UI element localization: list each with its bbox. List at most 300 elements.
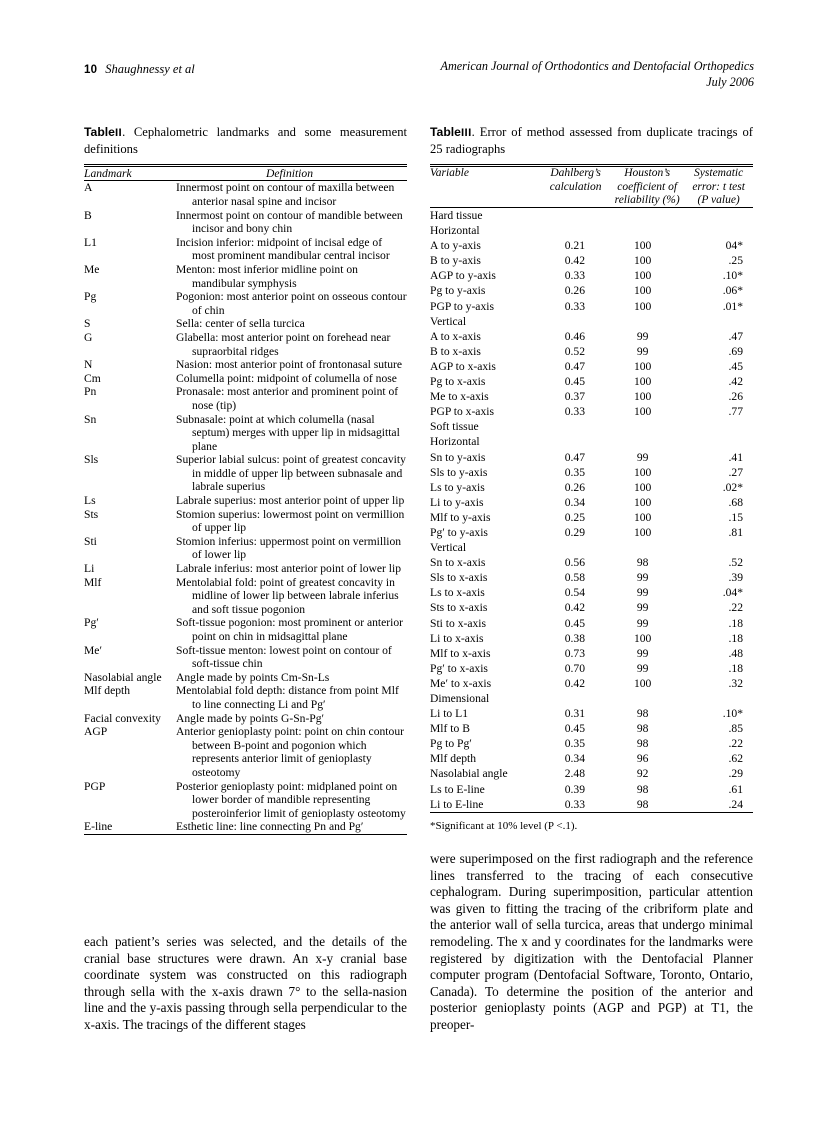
table-3-col-houston-l3: reliability (%) <box>614 193 680 206</box>
journal-title: American Journal of Orthodontics and Dentofacial Orthopedics <box>440 59 754 73</box>
table-row <box>84 616 407 643</box>
table-2-caption-text: . Cephalometric landmarks and some measurement definitions <box>84 125 407 157</box>
landmark-cell: Me <box>84 262 100 276</box>
table-row <box>430 419 753 434</box>
table-row <box>84 494 407 508</box>
variable-cell: Li to E-line <box>430 797 484 811</box>
systematic-error-cell: .01* <box>722 299 743 313</box>
definition-cell <box>176 317 407 331</box>
definition-text: Posterior genioplasty point: midplaned point on lower border of mandible representing posteroinferior limit of genioplasty osteotomy <box>176 779 406 820</box>
houston-cell: 99 <box>636 571 649 585</box>
systematic-error-cell: .18 <box>728 661 743 675</box>
definition-text: Subnasale: point at which columella (nasal septum) merges with upper lip in midsagittal plane <box>176 412 400 453</box>
table-3-footnote-text: *Significant at 10% level (P <.1). <box>430 819 578 832</box>
definition-text: Columella point: midpoint of columella of nose <box>176 371 397 385</box>
definition-cell <box>176 616 407 643</box>
variable-cell: A to y-axis <box>430 239 481 253</box>
houston-cell: 100 <box>633 525 652 539</box>
table-row <box>84 290 407 317</box>
table-row <box>84 413 407 454</box>
definition-text: Menton: most inferior midline point on mandibular symphysis <box>176 262 358 290</box>
definition-text: Angle made by points G-Sn-Pg′ <box>176 711 325 725</box>
table-row <box>430 374 753 389</box>
dahlberg-cell: 0.70 <box>564 661 586 675</box>
houston-cell: 98 <box>636 707 649 721</box>
houston-cell: 96 <box>636 752 649 766</box>
houston-cell <box>607 434 677 449</box>
table-2 <box>84 167 407 180</box>
systematic-error-cell: .02* <box>722 480 743 494</box>
definition-text: Stomion inferius: uppermost point on vermillion of lower lip <box>176 534 402 562</box>
definition-text: Labrale inferius: most anterior point of lower lip <box>176 562 402 576</box>
systematic-error-cell: .62 <box>728 752 743 766</box>
houston-cell: 92 <box>636 767 649 781</box>
paragraph-right: were superimposed on the first radiograph and the reference lines transferred to the tracing of each consecutive cephalogram. During superimposition, particular attention was given to fitting the tracing of the cribriform plate and the anterior wall of sella turcica, areas that undergo minimal remodeling. The x and y coordinates for the landmarks were registered by digitization with the Dentofacial Planner computer program (Dentofacial Software, Toronto, Ontario, Canada). To determine the position of the anterior and posterior genioplasty points (AGP and PGP) at T1, the preoper- <box>430 851 753 1032</box>
systematic-error-cell: .77 <box>728 405 743 419</box>
variable-cell: Mlf depth <box>430 752 477 766</box>
dahlberg-cell: 0.45 <box>564 722 586 736</box>
dahlberg-cell: 0.42 <box>564 601 586 615</box>
systematic-error-cell <box>678 434 753 449</box>
variable-cell: B to x-axis <box>430 344 481 358</box>
table-row <box>430 450 753 465</box>
landmark-cell: AGP <box>84 725 108 739</box>
table-row <box>84 712 407 726</box>
houston-cell: 100 <box>633 284 652 298</box>
systematic-error-cell: .22 <box>728 737 743 751</box>
dahlberg-cell: 0.34 <box>564 752 586 766</box>
houston-cell: 100 <box>633 676 652 690</box>
houston-cell: 100 <box>633 465 652 479</box>
variable-cell: Pg to y-axis <box>430 284 486 298</box>
table-row <box>430 585 753 600</box>
houston-cell: 100 <box>633 375 652 389</box>
houston-cell: 100 <box>633 390 652 404</box>
table-row <box>84 263 407 290</box>
landmark-cell: Nasolabial angle <box>84 670 162 684</box>
table-row <box>430 314 753 329</box>
dahlberg-cell: 0.25 <box>564 510 586 524</box>
table-row <box>430 344 753 359</box>
houston-cell <box>607 314 677 329</box>
houston-cell <box>607 208 677 223</box>
table-2-caption <box>84 124 407 158</box>
definition-text: Sella: center of sella turcica <box>176 317 305 331</box>
table-3-col-dahlberg-l2: Dahlberg’s <box>550 167 601 180</box>
dahlberg-cell: 0.73 <box>564 646 586 660</box>
definition-text: Innermost point on contour of maxilla between anterior nasal spine and incisor <box>176 181 395 208</box>
table-row <box>430 389 753 404</box>
dahlberg-cell <box>542 540 607 555</box>
running-head-right <box>441 59 754 90</box>
variable-cell: Me to x-axis <box>430 390 489 404</box>
dahlberg-cell: 0.35 <box>564 465 586 479</box>
table-2-label: Table <box>84 125 115 139</box>
dahlberg-cell <box>542 314 607 329</box>
systematic-error-cell: .42 <box>728 375 743 389</box>
variable-cell: B to y-axis <box>430 254 481 268</box>
dahlberg-cell: 0.47 <box>564 359 586 373</box>
table-row <box>430 782 753 797</box>
paragraph-left: each patient’s series was selected, and the details of the cranial base structures were drawn. An x-y cranial base coordinate system was constructed on this radiograph through sella with the x-axis drawn 7° to the sella-nasion line and the y-axis passing through sella perpendicular to the x-axis. The tracings of the different stages <box>84 934 407 1032</box>
table-row <box>430 268 753 283</box>
systematic-error-cell <box>678 419 753 434</box>
table-row <box>430 797 753 812</box>
table-row <box>430 540 753 555</box>
systematic-error-cell: .25 <box>728 254 743 268</box>
definition-text: Superior labial sulcus: point of greatest concavity in middle of upper lip between subnasale and labrale superius <box>176 453 406 494</box>
systematic-error-cell: .69 <box>728 344 743 358</box>
variable-cell: Sn to x-axis <box>430 556 486 570</box>
dahlberg-cell: 0.33 <box>564 269 586 283</box>
table-row <box>84 453 407 494</box>
table-row <box>84 508 407 535</box>
systematic-error-cell: .29 <box>728 767 743 781</box>
table-row <box>84 372 407 386</box>
table-row <box>84 684 407 711</box>
dahlberg-cell <box>542 419 607 434</box>
issue-date: July 2006 <box>706 74 754 89</box>
table-row <box>430 238 753 253</box>
variable-cell: Sn to y-axis <box>430 450 486 464</box>
houston-cell: 99 <box>636 344 649 358</box>
houston-cell: 98 <box>636 722 649 736</box>
houston-cell: 100 <box>633 631 652 645</box>
dahlberg-cell <box>542 691 607 706</box>
table-3-col-systematic-l1: Systematic <box>694 167 744 180</box>
variable-cell: Li to L1 <box>430 707 468 721</box>
dahlberg-cell <box>542 434 607 449</box>
definition-cell <box>176 562 407 576</box>
variable-cell: Li to y-axis <box>430 495 484 509</box>
houston-cell: 98 <box>636 737 649 751</box>
systematic-error-cell <box>678 208 753 223</box>
dahlberg-cell: 0.31 <box>564 707 586 721</box>
landmark-cell: Sts <box>84 507 99 521</box>
table-2-body <box>84 181 407 834</box>
definition-cell <box>176 494 407 508</box>
landmark-cell: Sti <box>84 534 97 548</box>
definition-cell <box>176 331 407 358</box>
systematic-error-cell: .18 <box>728 631 743 645</box>
landmark-cell: Pn <box>84 385 97 399</box>
dahlberg-cell: 0.42 <box>564 254 586 268</box>
definition-cell <box>176 644 407 671</box>
definition-text: Stomion superius: lowermost point on vermillion of upper lip <box>176 507 405 535</box>
table-row <box>84 331 407 358</box>
definition-cell <box>176 372 407 386</box>
table-row <box>84 780 407 821</box>
systematic-error-cell: .81 <box>728 525 743 539</box>
definition-text: Labrale superius: most anterior point of upper lip <box>176 494 405 508</box>
table-row <box>84 181 407 208</box>
houston-cell: 98 <box>636 797 649 811</box>
table-row <box>430 721 753 736</box>
variable-cell: Sts to x-axis <box>430 601 488 615</box>
systematic-error-cell: .27 <box>728 465 743 479</box>
systematic-error-cell: .06* <box>722 284 743 298</box>
table-2-col-definition: Definition <box>265 167 313 181</box>
variable-cell: A to x-axis <box>430 329 481 343</box>
dahlberg-cell: 0.52 <box>564 344 586 358</box>
definition-cell <box>176 576 407 617</box>
variable-cell: Li to x-axis <box>430 631 484 645</box>
variable-cell: Nasolabial angle <box>430 767 508 781</box>
systematic-error-cell: .48 <box>728 646 743 660</box>
variable-cell: Hard tissue <box>430 209 483 223</box>
table-3-col-houston-l2: coefficient of <box>617 180 678 193</box>
landmark-cell: Sn <box>84 412 97 426</box>
right-column <box>430 124 753 833</box>
definition-text: Pronasale: most anterior and prominent point of nose (tip) <box>176 385 399 412</box>
landmark-cell: Mlf <box>84 575 102 589</box>
definition-cell <box>176 684 407 711</box>
systematic-error-cell: .41 <box>728 450 743 464</box>
systematic-error-cell: .10* <box>722 707 743 721</box>
landmark-cell: N <box>84 358 93 372</box>
body-text-right-column <box>430 851 753 1034</box>
systematic-error-cell: .22 <box>728 601 743 615</box>
table-row <box>430 495 753 510</box>
systematic-error-cell: .39 <box>728 571 743 585</box>
houston-cell: 100 <box>633 405 652 419</box>
table-3-header <box>430 167 753 207</box>
table-3-number: III <box>460 127 472 139</box>
dahlberg-cell <box>542 208 607 223</box>
table-3-col-houston-l1: Houston’s <box>624 167 671 180</box>
table-3-col-houston <box>610 167 684 207</box>
definition-text: Innermost point on contour of mandible between incisor and bony chin <box>176 208 403 236</box>
systematic-error-cell <box>678 540 753 555</box>
definition-cell <box>176 236 407 263</box>
table-row <box>430 434 753 449</box>
systematic-error-cell: 04* <box>725 239 743 253</box>
table-3-col-variable-l3: Variable <box>430 167 469 180</box>
variable-cell: Horizontal <box>430 224 480 238</box>
systematic-error-cell: .47 <box>728 329 743 343</box>
definition-text: Glabella: most anterior point on forehead near supraorbital ridges <box>176 330 391 358</box>
dahlberg-cell: 0.26 <box>564 480 586 494</box>
systematic-error-cell <box>678 314 753 329</box>
table-row <box>430 208 753 223</box>
variable-cell: Ls to x-axis <box>430 586 485 600</box>
systematic-error-cell: .10* <box>722 269 743 283</box>
dahlberg-cell: 0.45 <box>564 375 586 389</box>
landmark-cell: Pg′ <box>84 616 99 630</box>
table-row <box>430 661 753 676</box>
dahlberg-cell: 2.48 <box>564 767 586 781</box>
definition-cell <box>176 780 407 821</box>
table-3-col-variable <box>430 167 541 207</box>
table-row <box>430 404 753 419</box>
table-row <box>430 646 753 661</box>
landmark-cell: S <box>84 317 91 331</box>
houston-cell <box>607 691 677 706</box>
definition-text: Mentolabial fold: point of greatest concavity in midline of lower lip between labrale inferius and soft tissue pogonion <box>176 575 399 616</box>
body-text-left-column <box>84 934 407 1034</box>
variable-cell: Mlf to B <box>430 722 470 736</box>
table-row <box>84 317 407 331</box>
table-3-body <box>430 208 753 812</box>
definition-text: Incision inferior: midpoint of incisal edge of most prominent mandibular central incisor <box>176 235 390 263</box>
table-row <box>430 616 753 631</box>
dahlberg-cell: 0.33 <box>564 299 586 313</box>
table-2-col-landmark: Landmark <box>84 167 132 181</box>
table-row <box>430 223 753 238</box>
houston-cell <box>607 223 677 238</box>
systematic-error-cell: .32 <box>728 676 743 690</box>
table-row <box>84 209 407 236</box>
variable-cell: AGP to y-axis <box>430 269 496 283</box>
houston-cell: 98 <box>636 556 649 570</box>
houston-cell: 98 <box>636 782 649 796</box>
houston-cell: 99 <box>636 329 649 343</box>
definition-cell <box>176 413 407 454</box>
definition-cell <box>176 358 407 372</box>
dahlberg-cell: 0.34 <box>564 495 586 509</box>
table-3-label: Table <box>430 125 461 139</box>
landmark-cell: L1 <box>84 235 97 249</box>
table-2-bottom-rule <box>84 834 407 835</box>
table-3-col-dahlberg-l3: calculation <box>549 180 602 193</box>
variable-cell: Mlf to y-axis <box>430 510 491 524</box>
systematic-error-cell <box>678 223 753 238</box>
systematic-error-cell: .52 <box>728 556 743 570</box>
table-row <box>84 576 407 617</box>
table-row <box>430 751 753 766</box>
definition-text: Angle made by points Cm-Sn-Ls <box>176 670 330 684</box>
running-head-left <box>84 60 195 78</box>
variable-cell: Ls to y-axis <box>430 480 485 494</box>
table-row <box>430 359 753 374</box>
definition-text: Anterior genioplasty point: point on chin contour between B-point and pogonion which represents anterior limit of genioplasty osteotomy <box>176 725 404 779</box>
landmark-cell: Pg <box>84 290 97 304</box>
table-row <box>430 465 753 480</box>
systematic-error-cell: .61 <box>728 782 743 796</box>
definition-cell <box>176 385 407 412</box>
variable-cell: Pg′ to x-axis <box>430 661 488 675</box>
definition-cell <box>176 725 407 779</box>
table-row <box>84 358 407 372</box>
table-3-col-dahlberg <box>541 167 610 207</box>
houston-cell: 100 <box>633 510 652 524</box>
table-3-caption <box>430 124 753 158</box>
houston-cell <box>607 540 677 555</box>
dahlberg-cell: 0.56 <box>564 556 586 570</box>
definition-cell <box>176 453 407 494</box>
variable-cell: Ls to E-line <box>430 782 485 796</box>
table-3-footnote <box>430 813 753 833</box>
table-row <box>84 820 407 834</box>
dahlberg-cell <box>542 223 607 238</box>
running-head-authors: Shaughnessy et al <box>105 62 195 76</box>
table-row <box>430 480 753 495</box>
houston-cell: 100 <box>633 239 652 253</box>
systematic-error-cell: .26 <box>728 390 743 404</box>
table-row <box>84 725 407 779</box>
table-row <box>84 535 407 562</box>
definition-cell <box>176 712 407 726</box>
houston-cell: 100 <box>633 480 652 494</box>
variable-cell: Pg to Pg′ <box>430 737 472 751</box>
houston-cell: 99 <box>636 646 649 660</box>
table-row <box>430 631 753 646</box>
definition-text: Nasion: most anterior point of frontonasal suture <box>176 358 403 372</box>
dahlberg-cell: 0.45 <box>564 616 586 630</box>
definition-text: Soft-tissue pogonion: most prominent or anterior point on chin in midsagittal plane <box>176 616 404 643</box>
table-row <box>430 253 753 268</box>
variable-cell: Mlf to x-axis <box>430 646 491 660</box>
landmark-cell: PGP <box>84 779 106 793</box>
table-3-header-row <box>430 167 753 207</box>
dahlberg-cell: 0.47 <box>564 450 586 464</box>
houston-cell: 99 <box>636 601 649 615</box>
table-3-caption-text: . Error of method assessed from duplicate tracings of 25 radiographs <box>430 125 753 157</box>
table-row <box>430 329 753 344</box>
landmark-cell: A <box>84 181 93 195</box>
variable-cell: Soft tissue <box>430 420 479 434</box>
variable-cell: PGP to y-axis <box>430 299 494 313</box>
dahlberg-cell: 0.38 <box>564 631 586 645</box>
definition-text: Esthetic line: line connecting Pn and Pg′ <box>176 820 364 834</box>
houston-cell: 100 <box>633 495 652 509</box>
houston-cell: 100 <box>633 269 652 283</box>
systematic-error-cell <box>678 691 753 706</box>
landmark-cell: Cm <box>84 371 101 385</box>
table-row <box>430 676 753 691</box>
variable-cell: Vertical <box>430 541 467 555</box>
table-row <box>430 706 753 721</box>
table-2-number: II <box>114 127 123 139</box>
houston-cell: 100 <box>633 359 652 373</box>
definition-cell <box>176 209 407 236</box>
dahlberg-cell: 0.39 <box>564 782 586 796</box>
dahlberg-cell: 0.33 <box>564 797 586 811</box>
houston-cell: 99 <box>636 586 649 600</box>
table-2-header-row <box>84 167 407 180</box>
definition-cell <box>176 820 407 834</box>
table-row <box>430 555 753 570</box>
table-row <box>430 283 753 298</box>
table-row <box>84 644 407 671</box>
table-row <box>430 691 753 706</box>
variable-cell: Vertical <box>430 314 467 328</box>
landmark-cell: Mlf depth <box>84 684 131 698</box>
variable-cell: Sls to y-axis <box>430 465 488 479</box>
landmark-cell: Me′ <box>84 643 102 657</box>
landmark-cell: Ls <box>84 494 96 508</box>
houston-cell <box>607 419 677 434</box>
table-row <box>84 385 407 412</box>
table-3-col-systematic-l3: (P value) <box>697 193 740 206</box>
running-head <box>84 60 754 104</box>
landmark-cell: G <box>84 330 93 344</box>
table-row <box>430 736 753 751</box>
table-row <box>84 562 407 576</box>
definition-cell <box>176 508 407 535</box>
dahlberg-cell: 0.42 <box>564 676 586 690</box>
dahlberg-cell: 0.37 <box>564 390 586 404</box>
page-number: 10 <box>84 64 98 76</box>
definition-cell <box>176 535 407 562</box>
houston-cell: 99 <box>636 616 649 630</box>
table-row <box>430 299 753 314</box>
houston-cell: 100 <box>633 254 652 268</box>
table-row <box>84 671 407 685</box>
definition-cell <box>176 290 407 317</box>
landmark-cell: E-line <box>84 820 113 834</box>
table-row <box>84 236 407 263</box>
